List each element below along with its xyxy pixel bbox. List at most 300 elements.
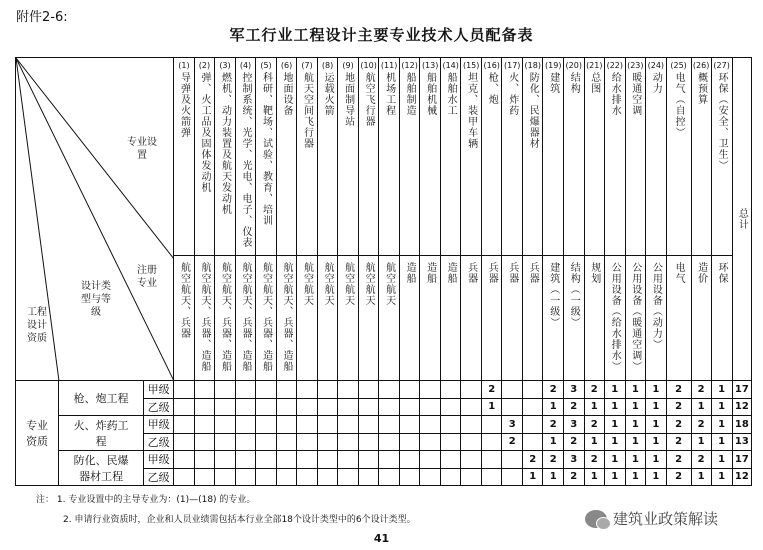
qualification-group: 专业资质 bbox=[16, 381, 59, 486]
value-cell bbox=[235, 468, 256, 486]
registered-specialty-cell bbox=[194, 256, 215, 381]
watermark bbox=[585, 508, 718, 529]
registered-specialty-cell bbox=[440, 256, 461, 381]
column-name: 总图 bbox=[588, 72, 600, 94]
column-number: (7) bbox=[301, 61, 313, 70]
registered-specialty-cell bbox=[399, 256, 420, 381]
column-name: 坦克、装甲车辆 bbox=[465, 72, 477, 149]
value-cell bbox=[338, 416, 359, 434]
registered-specialty-cell bbox=[358, 256, 379, 381]
value-cell bbox=[420, 451, 441, 469]
column-number: (8) bbox=[321, 61, 334, 70]
column-header bbox=[338, 58, 359, 256]
grade-label: 乙级 bbox=[144, 468, 174, 486]
column-name: 结构 bbox=[568, 72, 580, 94]
registered-specialty-cell bbox=[522, 256, 543, 381]
grade-label: 甲级 bbox=[144, 451, 174, 469]
registered-specialty: 兵器 bbox=[465, 262, 477, 284]
value-cell: 1 bbox=[711, 398, 732, 416]
value-cell bbox=[317, 416, 338, 434]
value-cell bbox=[481, 451, 502, 469]
value-cell bbox=[379, 381, 400, 399]
column-name: 弹、火工品及固体发动机 bbox=[198, 72, 210, 193]
value-cell bbox=[481, 416, 502, 434]
column-name: 枪、炮 bbox=[486, 72, 498, 105]
value-cell bbox=[399, 381, 420, 399]
value-cell bbox=[461, 398, 482, 416]
column-name: 船舶水工 bbox=[445, 72, 457, 116]
column-number: (18) bbox=[524, 61, 541, 70]
value-cell bbox=[317, 468, 338, 486]
value-cell bbox=[379, 433, 400, 451]
value-cell: 3 bbox=[564, 381, 585, 399]
grade-label: 乙级 bbox=[144, 398, 174, 416]
total-column-header bbox=[732, 58, 751, 381]
value-cell bbox=[440, 398, 461, 416]
value-cell bbox=[440, 451, 461, 469]
value-cell bbox=[174, 451, 195, 469]
column-number: (22) bbox=[606, 61, 623, 70]
registered-specialty: 造价 bbox=[695, 262, 707, 284]
column-number: (26) bbox=[692, 61, 710, 70]
column-header bbox=[711, 58, 732, 256]
table-row bbox=[16, 381, 752, 399]
column-name: 航空飞行器 bbox=[363, 72, 375, 127]
value-cell: 2 bbox=[564, 433, 585, 451]
column-name: 动力 bbox=[650, 72, 662, 94]
value-cell: 1 bbox=[646, 416, 667, 434]
column-header bbox=[564, 58, 585, 256]
value-cell bbox=[276, 468, 297, 486]
value-cell: 1 bbox=[691, 468, 711, 486]
value-cell: 1 bbox=[543, 398, 564, 416]
column-header bbox=[625, 58, 646, 256]
registered-specialty-cell bbox=[502, 256, 523, 381]
value-cell bbox=[215, 433, 236, 451]
value-cell: 2 bbox=[543, 381, 564, 399]
total-label: 总计 bbox=[736, 207, 748, 230]
value-cell bbox=[215, 381, 236, 399]
column-header bbox=[461, 58, 482, 256]
value-cell bbox=[379, 468, 400, 486]
value-cell bbox=[215, 451, 236, 469]
column-name: 电气（自控） bbox=[673, 72, 685, 138]
value-cell bbox=[440, 433, 461, 451]
value-cell bbox=[358, 468, 379, 486]
registered-specialty: 结构（一级） bbox=[568, 262, 580, 328]
total-cell: 18 bbox=[732, 416, 751, 434]
project-name: 防化、民爆器材工程 bbox=[59, 451, 144, 486]
column-header bbox=[399, 58, 420, 256]
value-cell bbox=[461, 433, 482, 451]
column-name: 地面制导站 bbox=[342, 72, 354, 127]
value-cell bbox=[338, 398, 359, 416]
value-cell bbox=[194, 451, 215, 469]
value-cell bbox=[502, 468, 523, 486]
column-header bbox=[194, 58, 215, 256]
registered-specialty: 航空航天、兵器 bbox=[178, 262, 190, 339]
column-header bbox=[317, 58, 338, 256]
value-cell bbox=[358, 451, 379, 469]
value-cell: 1 bbox=[605, 381, 626, 399]
column-name: 给水排水 bbox=[609, 72, 621, 116]
registered-specialty: 航空航天 bbox=[363, 262, 375, 306]
value-cell: 1 bbox=[711, 433, 732, 451]
value-cell: 2 bbox=[584, 381, 605, 399]
registered-specialty: 航空航天、兵器、造船 bbox=[219, 262, 231, 372]
value-cell: 1 bbox=[625, 416, 646, 434]
value-cell bbox=[481, 468, 502, 486]
registered-specialty: 航空航天 bbox=[322, 262, 334, 306]
registered-specialty-cell bbox=[666, 256, 691, 381]
value-cell: 1 bbox=[646, 433, 667, 451]
value-cell: 2 bbox=[584, 416, 605, 434]
registered-specialty-cell bbox=[338, 256, 359, 381]
value-cell bbox=[194, 416, 215, 434]
value-cell bbox=[358, 433, 379, 451]
registered-specialty-cell bbox=[256, 256, 277, 381]
registered-specialty: 建筑（一级） bbox=[547, 262, 559, 328]
column-number: (15) bbox=[462, 61, 480, 70]
value-cell bbox=[215, 416, 236, 434]
column-number: (19) bbox=[545, 61, 562, 70]
value-cell bbox=[174, 433, 195, 451]
column-name: 运载火箭 bbox=[322, 72, 334, 116]
column-name: 概预算 bbox=[695, 72, 707, 105]
value-cell bbox=[399, 416, 420, 434]
value-cell bbox=[215, 468, 236, 486]
registered-specialty: 规划 bbox=[588, 262, 600, 284]
column-header bbox=[235, 58, 256, 256]
column-name: 环保（安全、卫生） bbox=[716, 72, 728, 171]
registered-specialty: 兵器 bbox=[506, 262, 518, 284]
value-cell bbox=[461, 381, 482, 399]
registered-specialty-cell bbox=[481, 256, 502, 381]
value-cell bbox=[194, 433, 215, 451]
registered-specialty-cell bbox=[691, 256, 711, 381]
value-cell: 2 bbox=[666, 416, 691, 434]
registered-specialty-cell bbox=[564, 256, 585, 381]
value-cell bbox=[440, 416, 461, 434]
value-cell bbox=[174, 381, 195, 399]
notes bbox=[36, 490, 416, 530]
value-cell bbox=[502, 451, 523, 469]
value-cell bbox=[174, 416, 195, 434]
value-cell bbox=[297, 433, 318, 451]
column-number: (17) bbox=[504, 61, 521, 70]
value-cell: 1 bbox=[605, 416, 626, 434]
value-cell: 1 bbox=[711, 416, 732, 434]
grade-label: 甲级 bbox=[144, 381, 174, 399]
column-header bbox=[666, 58, 691, 256]
watermark-text: 建筑业政策解读 bbox=[613, 510, 719, 528]
value-cell: 2 bbox=[666, 468, 691, 486]
registered-specialty-cell bbox=[276, 256, 297, 381]
value-cell bbox=[420, 468, 441, 486]
corner-label-registered-specialty: 注册专业 bbox=[137, 265, 157, 289]
value-cell bbox=[256, 416, 277, 434]
value-cell bbox=[215, 398, 236, 416]
column-number: (27) bbox=[713, 61, 730, 70]
value-cell: 1 bbox=[543, 433, 564, 451]
column-header bbox=[297, 58, 318, 256]
registered-specialty: 公用设备（动力） bbox=[650, 262, 662, 350]
wechat-icon bbox=[585, 510, 607, 528]
value-cell bbox=[194, 381, 215, 399]
value-cell bbox=[461, 451, 482, 469]
column-name: 地面设备 bbox=[281, 72, 293, 116]
column-name: 暖通空调 bbox=[629, 72, 641, 116]
value-cell: 1 bbox=[711, 468, 732, 486]
value-cell: 2 bbox=[522, 451, 543, 469]
value-cell bbox=[399, 433, 420, 451]
value-cell bbox=[276, 381, 297, 399]
value-cell bbox=[317, 451, 338, 469]
registered-specialty: 航空航天、兵器、造船 bbox=[240, 262, 251, 372]
registered-specialty: 兵器 bbox=[527, 262, 539, 284]
registered-specialty: 航空航天、兵器、造船 bbox=[260, 262, 272, 372]
registered-specialty: 造船 bbox=[424, 262, 436, 284]
value-cell: 2 bbox=[666, 433, 691, 451]
registered-specialty-cell bbox=[235, 256, 256, 381]
value-cell bbox=[317, 398, 338, 416]
registered-specialty: 公用设备（暖通空调） bbox=[629, 262, 641, 372]
value-cell bbox=[297, 381, 318, 399]
registered-specialty-cell bbox=[543, 256, 564, 381]
value-cell: 1 bbox=[584, 468, 605, 486]
column-header bbox=[481, 58, 502, 256]
value-cell: 1 bbox=[605, 468, 626, 486]
value-cell: 1 bbox=[646, 451, 667, 469]
column-header bbox=[379, 58, 400, 256]
value-cell bbox=[256, 451, 277, 469]
column-header bbox=[502, 58, 523, 256]
value-cell bbox=[440, 381, 461, 399]
value-cell: 2 bbox=[666, 381, 691, 399]
registered-specialty-cell bbox=[297, 256, 318, 381]
column-number: (6) bbox=[280, 61, 293, 70]
value-cell bbox=[297, 468, 318, 486]
column-header bbox=[522, 58, 543, 256]
column-header bbox=[174, 58, 195, 256]
column-number: (9) bbox=[342, 61, 354, 70]
value-cell: 1 bbox=[605, 451, 626, 469]
column-number: (21) bbox=[586, 61, 603, 70]
value-cell bbox=[420, 416, 441, 434]
value-cell bbox=[502, 398, 523, 416]
notes-prefix: 注： bbox=[36, 495, 55, 505]
value-cell bbox=[174, 468, 195, 486]
value-cell: 1 bbox=[625, 381, 646, 399]
column-number: (4) bbox=[239, 61, 252, 70]
registered-specialty: 造船 bbox=[445, 262, 457, 284]
column-name: 航天空间飞行器 bbox=[301, 72, 313, 149]
note-2: 2. 申请行业资质时，企业和人员业绩需包括本行业全部18个设计类型中的6个设计类型。 bbox=[63, 515, 416, 525]
value-cell bbox=[379, 416, 400, 434]
value-cell bbox=[235, 416, 256, 434]
column-number: (25) bbox=[670, 61, 687, 70]
value-cell: 2 bbox=[691, 416, 711, 434]
value-cell: 2 bbox=[584, 451, 605, 469]
table-row bbox=[16, 416, 752, 434]
value-cell: 1 bbox=[646, 381, 667, 399]
column-name: 火、炸药 bbox=[506, 72, 518, 116]
column-name: 燃机、动力装置及航天发动机 bbox=[219, 72, 231, 215]
column-header bbox=[440, 58, 461, 256]
column-header bbox=[276, 58, 297, 256]
corner-label-qualification: 工程设计资质 bbox=[27, 307, 47, 344]
total-cell: 13 bbox=[732, 433, 751, 451]
column-number: (12) bbox=[401, 61, 418, 70]
column-name: 导弹及火箭弹 bbox=[178, 72, 190, 138]
value-cell: 1 bbox=[625, 451, 646, 469]
page-number: 41 bbox=[373, 532, 390, 545]
registered-specialty: 电气 bbox=[673, 262, 685, 284]
column-header bbox=[256, 58, 277, 256]
column-header bbox=[215, 58, 236, 256]
value-cell bbox=[420, 381, 441, 399]
value-cell bbox=[461, 416, 482, 434]
value-cell bbox=[481, 433, 502, 451]
value-cell bbox=[256, 381, 277, 399]
column-name: 建筑 bbox=[547, 72, 559, 94]
value-cell bbox=[317, 381, 338, 399]
value-cell: 1 bbox=[543, 468, 564, 486]
value-cell bbox=[358, 381, 379, 399]
value-cell: 2 bbox=[502, 433, 523, 451]
value-cell bbox=[194, 468, 215, 486]
value-cell: 2 bbox=[691, 451, 711, 469]
column-number: (24) bbox=[647, 61, 665, 70]
column-header bbox=[420, 58, 441, 256]
staffing-table bbox=[15, 57, 752, 486]
total-cell: 12 bbox=[732, 468, 751, 486]
registered-specialty-cell bbox=[174, 256, 195, 381]
project-name: 火、炸药工程 bbox=[59, 416, 144, 451]
registered-specialty-cell bbox=[584, 256, 605, 381]
total-cell: 17 bbox=[732, 451, 751, 469]
value-cell bbox=[379, 398, 400, 416]
column-header bbox=[543, 58, 564, 256]
value-cell: 1 bbox=[584, 433, 605, 451]
value-cell: 1 bbox=[711, 381, 732, 399]
value-cell bbox=[399, 451, 420, 469]
value-cell bbox=[297, 451, 318, 469]
value-cell bbox=[276, 451, 297, 469]
column-number: (11) bbox=[380, 61, 398, 70]
value-cell: 2 bbox=[481, 381, 502, 399]
value-cell: 3 bbox=[564, 416, 585, 434]
value-cell: 1 bbox=[646, 398, 667, 416]
registered-specialty-cell bbox=[625, 256, 646, 381]
project-name: 枪、炮工程 bbox=[59, 381, 144, 416]
registered-specialty: 公用设备（给水排水） bbox=[609, 262, 621, 372]
value-cell bbox=[358, 398, 379, 416]
registered-specialty-cell bbox=[317, 256, 338, 381]
column-number: (14) bbox=[442, 61, 459, 70]
corner-label-design-type: 设计类型与等级 bbox=[81, 281, 111, 318]
value-cell bbox=[256, 468, 277, 486]
value-cell bbox=[522, 416, 543, 434]
value-cell bbox=[276, 398, 297, 416]
value-cell: 1 bbox=[691, 398, 711, 416]
value-cell bbox=[317, 433, 338, 451]
value-cell bbox=[522, 433, 543, 451]
column-header bbox=[691, 58, 711, 256]
value-cell: 1 bbox=[711, 451, 732, 469]
value-cell: 1 bbox=[625, 468, 646, 486]
registered-specialty-cell bbox=[461, 256, 482, 381]
column-name: 船舶制造 bbox=[404, 72, 416, 116]
column-name: 防化、民爆器材 bbox=[527, 72, 539, 149]
value-cell bbox=[235, 381, 256, 399]
value-cell bbox=[297, 416, 318, 434]
value-cell: 1 bbox=[522, 468, 543, 486]
registered-specialty-cell bbox=[215, 256, 236, 381]
value-cell: 1 bbox=[625, 433, 646, 451]
registered-specialty: 兵器 bbox=[486, 262, 498, 284]
value-cell bbox=[522, 398, 543, 416]
registered-specialty: 航空航天 bbox=[342, 262, 354, 306]
value-cell: 2 bbox=[564, 398, 585, 416]
value-cell bbox=[235, 398, 256, 416]
value-cell bbox=[399, 398, 420, 416]
column-name: 机场工程 bbox=[383, 72, 395, 116]
column-number: (2) bbox=[198, 61, 211, 70]
column-header bbox=[358, 58, 379, 256]
value-cell bbox=[522, 381, 543, 399]
registered-specialty-cell bbox=[605, 256, 626, 381]
value-cell: 3 bbox=[502, 416, 523, 434]
column-number: (16) bbox=[483, 61, 500, 70]
grade-label: 乙级 bbox=[144, 433, 174, 451]
column-number: (20) bbox=[565, 61, 582, 70]
registered-specialty-cell bbox=[420, 256, 441, 381]
total-cell: 17 bbox=[732, 381, 751, 399]
corner-label-specialty-setting: 专业设置 bbox=[127, 137, 157, 161]
value-cell bbox=[276, 416, 297, 434]
value-cell: 2 bbox=[691, 381, 711, 399]
registered-specialty: 造船 bbox=[404, 262, 416, 284]
value-cell: 2 bbox=[666, 451, 691, 469]
value-cell bbox=[358, 416, 379, 434]
value-cell: 1 bbox=[481, 398, 502, 416]
value-cell bbox=[276, 433, 297, 451]
registered-specialty: 航空航天、兵器、造船 bbox=[281, 262, 293, 372]
value-cell bbox=[256, 398, 277, 416]
registered-specialty: 航空航天 bbox=[301, 262, 313, 306]
column-header bbox=[584, 58, 605, 256]
value-cell: 1 bbox=[584, 398, 605, 416]
value-cell bbox=[420, 398, 441, 416]
value-cell bbox=[256, 433, 277, 451]
value-cell bbox=[440, 468, 461, 486]
value-cell bbox=[338, 381, 359, 399]
header-corner-cell bbox=[16, 58, 174, 381]
column-number: (1) bbox=[178, 61, 190, 70]
page-title: 军工行业工程设计主要专业技术人员配备表 bbox=[229, 26, 534, 44]
value-cell bbox=[235, 451, 256, 469]
column-number: (23) bbox=[627, 61, 644, 70]
value-cell bbox=[338, 433, 359, 451]
grade-label: 甲级 bbox=[144, 416, 174, 434]
value-cell: 2 bbox=[543, 416, 564, 434]
column-number: (10) bbox=[360, 61, 377, 70]
registered-specialty-cell bbox=[379, 256, 400, 381]
value-cell: 2 bbox=[564, 468, 585, 486]
value-cell: 2 bbox=[543, 451, 564, 469]
value-cell bbox=[502, 381, 523, 399]
